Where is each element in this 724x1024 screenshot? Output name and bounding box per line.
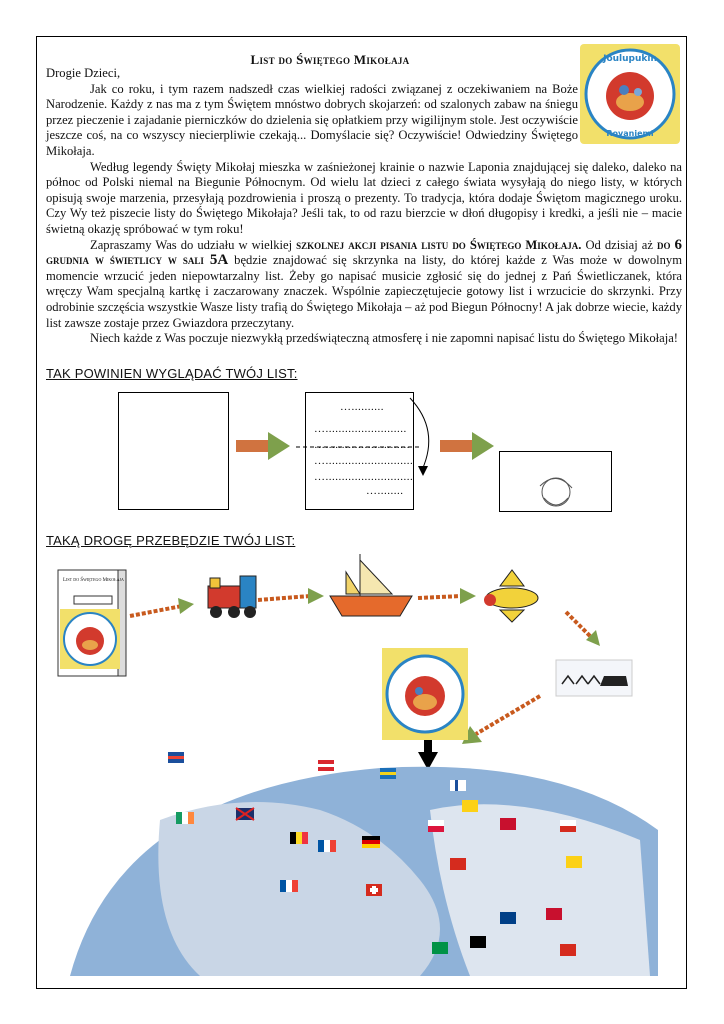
santa-post-logo-route bbox=[382, 648, 468, 740]
santa-stamp-icon bbox=[540, 478, 572, 506]
fold-arrow-icon bbox=[410, 398, 429, 470]
sheet-line: ….......................... bbox=[314, 439, 410, 451]
paragraph-4: Niech każde z Was poczuje niezwykłą przedświąteczną atmosferę i nie zapomni napisać listu do Świętego Mikołaja! bbox=[90, 331, 678, 346]
sleigh-icon bbox=[556, 660, 632, 696]
route-arrow-icon bbox=[418, 588, 476, 604]
route-arrow-icon bbox=[462, 696, 540, 744]
sheet-line: ….......... bbox=[340, 401, 384, 413]
train-icon bbox=[208, 576, 256, 618]
route-arrow-icon bbox=[566, 612, 600, 646]
paragraph-1: Jak co roku, i tym razem nadszedł czas wielkiej radości związanej z oczekiwaniem na Boże Narodzenie. Każdy z nas ma z tym Świętem mnóstwo dobrych skojarzeń: od szalonych zabaw na śniegu przez pieczenie i zajadanie pierniczków do dzielenia się opłatkiem przy wigilijnym stole. Jest oczywiście jeszcze coś, na co wszyscy niecierpliwie czekają... Domyślacie się? Oczywiście! Odwiedziny Świętego Mikołaja. bbox=[46, 81, 578, 158]
paragraph-2: Według legendy Święty Mikołaj mieszka w zaśnieżonej krainie o nazwie Laponia znajdującej się daleko, daleko na północ od Polski niemal na Biegunie Północnym. Od wielu lat dzieci z całego świata wysyłają do niego listy, w których opisują swoje marzenia, przesyłają pozdrowienia i proszą o prezenty. To tradycja, która dodaje Świętom magicznego uroku. Czy Wy też piszecie listy do Świętego Mikołaja? Jeśli tak, to od razu bierzcie w dłoń długopisy i kredki, a jeśli nie – macie świetną okazję spróbować w tym roku! bbox=[46, 159, 682, 236]
route-arrow-icon bbox=[130, 598, 194, 616]
heading-letter-format: TAK POWINIEN WYGLĄDAĆ TWÓJ LIST: bbox=[46, 366, 298, 381]
route-arrow-icon bbox=[258, 588, 324, 604]
letter-box-label: List do Świętego Mikołaja bbox=[63, 578, 124, 583]
svg-text:Rovaniemi: Rovaniemi bbox=[606, 129, 654, 138]
paragraph-3: Zapraszamy Was do udziału w wielkiej szkolnej akcji pisania listu do Świętego Mikołaja. Od dzisiaj aż do 6 grudnia w świetlicy w sali 5A będzie znajdować się skrzynka na listy, do której każde z Was może w dowolnym momencie wrzucić jeden niepowtarzalny list. Żeby go napisać musicie zgłosić się do jednej z Pań Świetliczanek, która wręczy Wam specjalną kartkę i zaczarowany znaczek. Wspólnie zapieczętujecie gotowy list i wrzucicie do skrzynki. Przy odrobinie szczęścia wszystkie Wasze listy trafią do Świętego Mikołaja – aż pod Biegun Północny! A jak dobrze wiecie, każdy list zawsze zostaje przez Gwiazdora przeczytany. bbox=[46, 236, 683, 330]
sheet-line: …........................... bbox=[314, 455, 414, 467]
svg-text:Joulupukin: Joulupukin bbox=[603, 54, 657, 64]
ship-icon bbox=[330, 554, 412, 616]
sheet-line: …......................... bbox=[314, 423, 407, 435]
sheet-line: …........................... bbox=[314, 471, 414, 483]
arrow-icon bbox=[440, 432, 494, 460]
heading-letter-route: TAKĄ DROGĘ PRZEBĘDZIE TWÓJ LIST: bbox=[46, 533, 296, 548]
plane-icon bbox=[484, 570, 538, 622]
arrow-icon bbox=[236, 432, 290, 460]
santa-post-logo-small bbox=[60, 609, 120, 669]
page-title: List do Świętego Mikołaja bbox=[250, 52, 410, 67]
sheet-line: …........ bbox=[366, 485, 404, 497]
greeting: Drogie Dzieci, bbox=[46, 66, 121, 80]
